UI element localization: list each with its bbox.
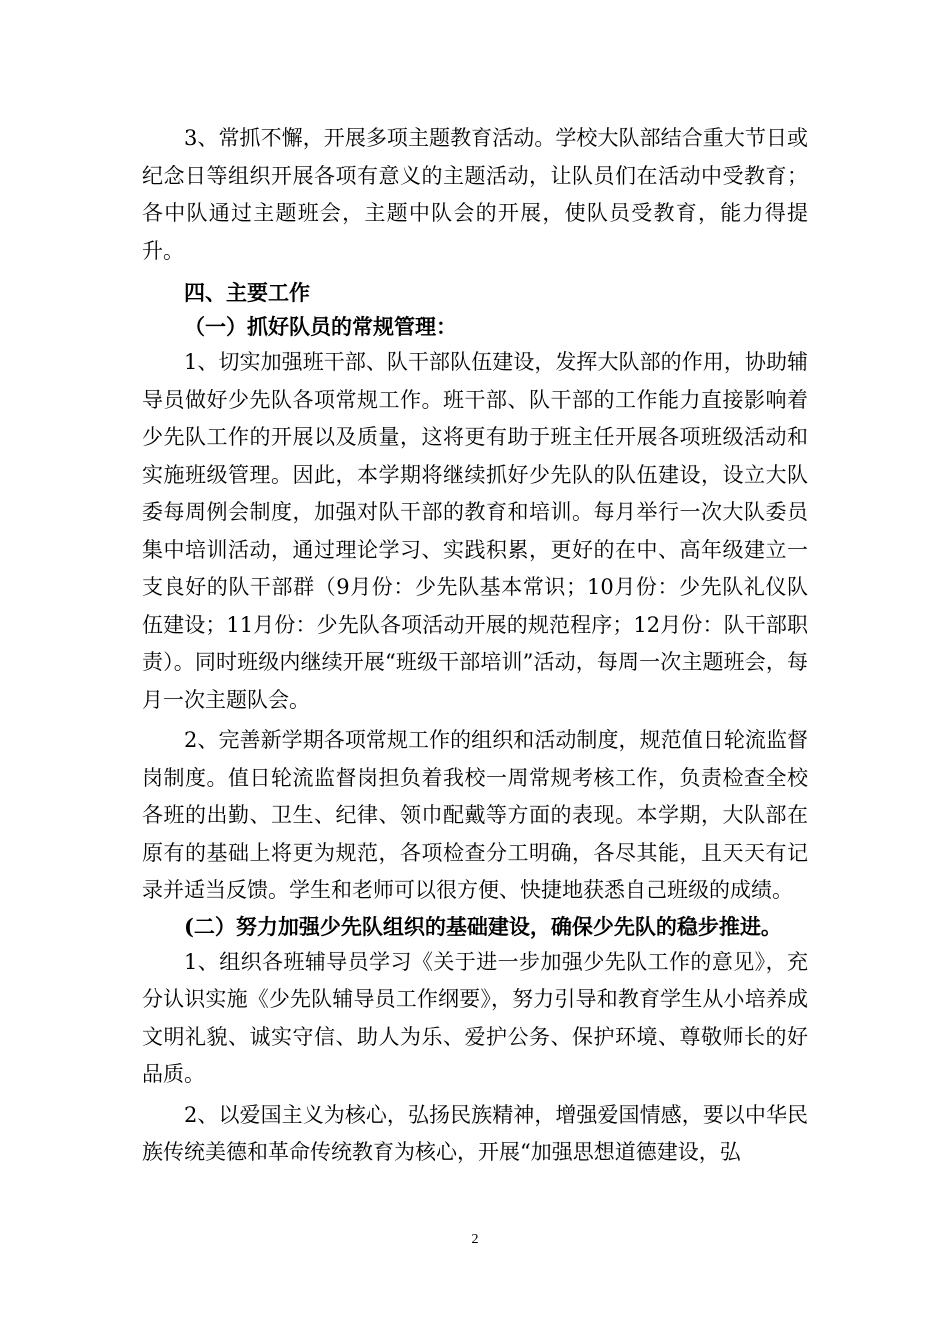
document-page [142,120,808,1172]
paragraph-patriotism: 2、以爱国主义为核心，弘扬民族精神，增强爱国情感，要以中华民族传统美德和革命传统教育为核心，开展“加强思想道德建设，弘 [142,1102,808,1164]
subheading-foundation-building: (二）努力加强少先队组织的基础建设，确保少先队的稳步推进。 [184,913,782,939]
paragraph-counselor-study: 1、组织各班辅导员学习《关于进一步加强少先队工作的意见》，充分认识实施《少先队辅导员工作纲要》，努力引导和教育学生从小培养成文明礼貌、诚实守信、助人为乐、爱护公务、保护环境、尊敬师长的好品质。 [142,949,808,1086]
page-number: 2 [471,1232,479,1247]
paragraph-cadre-building: 1、切实加强班干部、队干部队伍建设，发挥大队部的作用，协助辅导员做好少先队各项常规工作。班干部、队干部的工作能力直接影响着少先队工作的开展以及质量，这将更有助于班主任开展各项班级活动和实施班级管理。因此，本学期将继续抓好少先队的队伍建设，设立大队委每周例会制度，加强对队干部的教育和培训。每月举行一次大队委员集中培训活动，通过理论学习、实践积累，更好的在中、高年级建立一支良好的队干部群（9月份：少先队基本常识；10月份：少先队礼仪队伍建设；11月份：少先队各项活动开展的规范程序；12月份：队干部职责）。同时班级内继续开展“班级干部培训”活动，每周一次主题班会，每月一次主题队会。 [142,350,808,712]
section-heading-main-work: 四、主要工作 [184,281,310,305]
paragraph-themed-activities: 3、常抓不懈，开展多项主题教育活动。学校大队部结合重大节日或纪念日等组织开展各项有意义的主题活动，让队员们在活动中受教育；各中队通过主题班会，主题中队会的开展，使队员受教育，能力得提升。 [142,126,808,263]
paragraph-duty-rotation: 2、完善新学期各项常规工作的组织和活动制度，规范值日轮流监督岗制度。值日轮流监督岗担负着我校一周常规考核工作，负责检查全校各班的出勤、卫生、纪律、领巾配戴等方面的表现。本学期，大队部在原有的基础上将更为规范，各项检查分工明确，各尽其能，且天天有记录并适当反馈。学生和老师可以很方便、快捷地获悉自己班级的成绩。 [142,728,808,902]
subheading-routine-management: （一）抓好队员的常规管理： [184,314,457,339]
